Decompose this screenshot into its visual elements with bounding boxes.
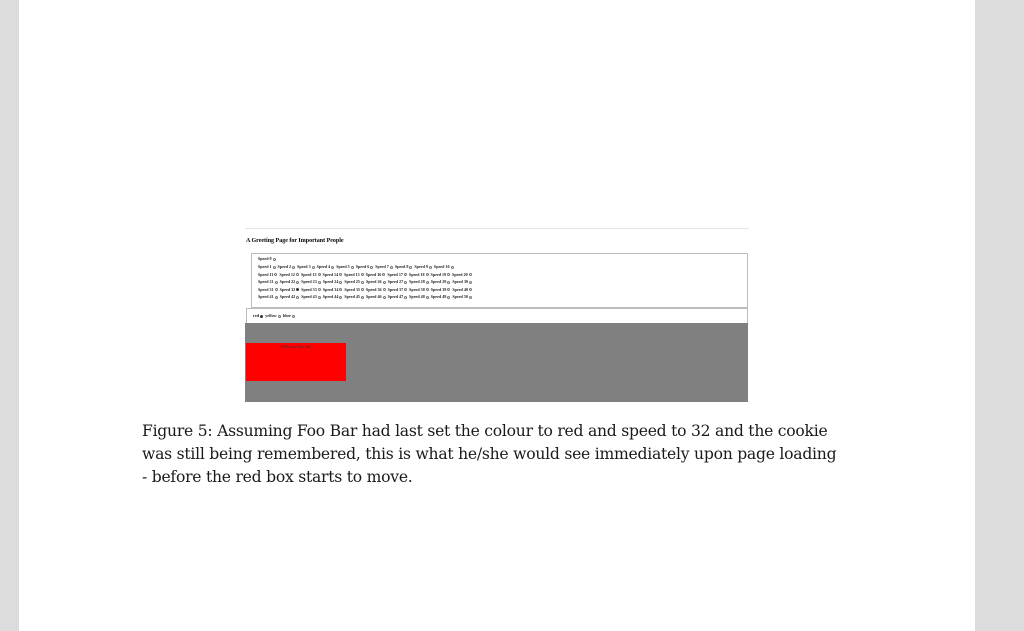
speed-option[interactable] [452,286,472,293]
speed-option[interactable] [414,263,432,270]
radio-icon[interactable] [469,273,472,276]
speed-option[interactable] [366,278,386,285]
speed-row [258,278,474,285]
radio-icon[interactable] [273,258,276,261]
radio-icon[interactable] [370,266,373,269]
radio-icon[interactable] [361,281,364,284]
speed-option-label: Speed 39 [430,286,447,292]
radio-icon[interactable] [275,281,278,284]
radio-icon[interactable] [361,296,364,299]
speed-option-label: Speed 24 [322,279,339,284]
speed-option[interactable] [258,271,277,278]
speed-option[interactable] [452,293,472,300]
speed-option-label: Speed 4 [316,264,331,269]
speed-option-label: Speed 46 [365,294,382,299]
colour-option-label: red [253,313,260,318]
speed-row [258,271,474,278]
radio-icon[interactable] [426,273,429,276]
speed-option[interactable] [344,271,364,278]
radio-icon[interactable] [312,266,315,269]
radio-icon[interactable] [404,296,407,299]
speed-option[interactable] [258,255,276,262]
speed-option[interactable] [258,286,278,293]
speed-option[interactable] [388,286,408,293]
speed-option-label: Speed 19 [430,271,447,277]
welcome-label: Welcome Foo Bar [280,344,312,349]
speed-option-label: Speed 35 [344,286,360,292]
radio-icon[interactable] [383,288,386,291]
speed-option[interactable] [278,263,296,270]
radio-icon[interactable] [275,296,278,299]
speed-option[interactable] [336,263,354,270]
colour-radio-group [246,308,748,324]
colour-option[interactable] [265,312,281,319]
speed-option-label: Speed 47 [387,294,404,299]
speed-option-label: Speed 49 [430,294,447,299]
speed-option-label: Speed 40 [452,286,468,292]
speed-option-label: Speed 26 [365,279,382,284]
speed-option-label: Speed 13 [300,271,317,277]
speed-option[interactable] [387,271,407,278]
speed-option[interactable] [258,278,278,285]
speed-option-label: Speed 15 [344,271,360,277]
speed-option[interactable] [409,286,429,293]
radio-icon[interactable] [331,266,334,269]
radio-icon[interactable] [469,281,472,284]
speed-option[interactable] [431,293,451,300]
speed-option-label: Speed 7 [375,264,389,269]
speed-option-label: Speed 45 [344,294,360,299]
speed-option[interactable] [395,263,413,270]
speed-option[interactable] [323,278,343,285]
speed-option-label: Speed 6 [355,264,370,269]
speed-option-label: Speed 42 [279,294,296,299]
radio-icon[interactable] [426,296,429,299]
speed-option[interactable] [344,286,364,293]
speed-option[interactable] [301,293,321,300]
speed-option-label: Speed 0 [258,256,272,261]
speed-option-label: Speed 9 [414,264,428,269]
radio-icon[interactable] [296,296,299,299]
speed-option[interactable] [431,278,451,285]
speed-option[interactable] [388,293,408,300]
speed-option[interactable] [366,286,386,293]
radio-icon[interactable] [296,273,299,276]
radio-icon[interactable] [351,266,354,269]
radio-icon[interactable] [469,296,472,299]
speed-row [258,286,474,293]
radio-icon[interactable] [318,288,321,291]
radio-icon[interactable] [339,296,342,299]
radio-icon[interactable] [339,273,342,276]
radio-icon[interactable] [339,281,342,284]
speed-option[interactable] [280,286,300,293]
red-moving-box [246,343,346,381]
speed-option[interactable] [323,271,343,278]
radio-icon[interactable] [275,288,278,291]
speed-option-label: Speed 50 [452,294,468,299]
speed-option[interactable] [409,271,429,278]
speed-option[interactable] [388,278,408,285]
speed-option[interactable] [344,278,364,285]
speed-option[interactable] [301,286,321,293]
figure-caption [142,420,862,489]
radio-icon[interactable] [447,288,450,291]
colour-option[interactable] [253,312,263,319]
speed-option-label: Speed 44 [322,294,339,299]
radio-icon[interactable] [292,315,295,318]
radio-icon[interactable] [318,296,321,299]
speed-option-label: Speed 10 [433,264,450,269]
speed-option-label: Speed 16 [365,271,382,277]
radio-icon[interactable] [447,273,450,276]
caption-line-2: was still being remembered, this is what he/she would see immediately upon page loading [142,445,837,463]
speed-option[interactable] [279,271,299,278]
colour-option-label: blue [282,313,291,318]
speed-option-label: Speed 2 [277,264,292,269]
radio-icon[interactable] [409,266,412,269]
speed-option-label: Speed 32 [279,286,296,292]
speed-option-label: Speed 27 [387,279,404,284]
radio-icon[interactable] [361,273,364,276]
speed-option[interactable] [317,263,335,270]
speed-option[interactable] [301,278,321,285]
speed-option-label: Speed 28 [409,279,425,284]
speed-option[interactable] [409,293,429,300]
speed-option-label: Speed 38 [409,286,425,292]
speed-option[interactable] [452,278,472,285]
speed-option[interactable] [258,293,278,300]
speed-option-label: Speed 17 [387,271,403,277]
speed-option[interactable] [297,263,315,270]
embedded-screenshot [245,228,749,402]
speed-radio-group [251,253,748,308]
radio-icon[interactable] [296,281,299,284]
speed-option[interactable] [366,271,386,278]
colour-option-label: yellow [265,313,277,318]
speed-option-label: Speed 11 [258,271,274,277]
speed-option-label: Speed 34 [322,286,339,292]
speed-option-label: Speed 48 [409,294,425,299]
speed-option-label: Speed 3 [297,264,311,269]
speed-option-label: Speed 25 [344,279,360,284]
speed-option-label: Speed 37 [387,286,404,292]
radio-icon[interactable] [318,273,321,276]
speed-option[interactable] [344,293,364,300]
speed-row [258,263,456,270]
speed-option[interactable] [323,293,343,300]
radio-selected-icon[interactable] [260,315,263,318]
speed-option[interactable] [434,263,454,270]
radio-icon[interactable] [404,281,407,284]
speed-option-label: Speed 12 [279,271,295,277]
radio-icon[interactable] [426,288,429,291]
radio-icon[interactable] [273,266,276,269]
animation-stage [245,323,748,402]
colour-options-row [253,312,297,319]
speed-option[interactable] [301,271,321,278]
speed-option[interactable] [375,263,393,270]
radio-icon[interactable] [404,288,407,291]
radio-icon[interactable] [451,266,454,269]
caption-line-1: Figure 5: Assuming Foo Bar had last set the colour to red and speed to 32 and the cookie [142,422,828,440]
speed-row [258,293,474,300]
speed-option[interactable] [323,286,343,293]
colour-option[interactable] [283,312,295,319]
radio-icon[interactable] [447,296,450,299]
speed-option[interactable] [258,263,276,270]
radio-icon[interactable] [383,296,386,299]
speed-option-label: Speed 36 [365,286,382,292]
speed-option-label: Speed 21 [258,279,274,284]
speed-option-label: Speed 43 [301,294,317,299]
speed-option-label: Speed 14 [322,271,339,277]
radio-icon[interactable] [404,273,407,276]
speed-option[interactable] [452,271,472,278]
speed-option-label: Speed 18 [408,271,425,277]
radio-icon[interactable] [278,315,281,318]
speed-option-label: Speed 41 [258,294,274,299]
radio-icon[interactable] [292,266,295,269]
speed-option-label: Speed 31 [258,286,274,292]
radio-icon[interactable] [382,273,385,276]
radio-icon[interactable] [361,288,364,291]
speed-option-label: Speed 5 [336,264,350,269]
radio-icon[interactable] [447,281,450,284]
radio-icon[interactable] [383,281,386,284]
speed-row [258,255,278,262]
radio-selected-icon[interactable] [296,288,299,291]
radio-icon[interactable] [318,281,321,284]
greeting-page-title: A Greeting Page for Important People [246,238,344,244]
speed-option[interactable] [431,271,451,278]
radio-icon[interactable] [390,266,393,269]
speed-option-label: Speed 8 [394,264,409,269]
radio-icon[interactable] [274,273,277,276]
speed-option-label: Speed 22 [279,279,296,284]
speed-option[interactable] [280,278,300,285]
speed-option[interactable] [431,286,451,293]
radio-icon[interactable] [469,288,472,291]
speed-option[interactable] [280,293,300,300]
speed-option[interactable] [409,278,429,285]
speed-option-label: Speed 23 [301,279,317,284]
speed-option-label: Speed 20 [452,271,468,277]
radio-icon[interactable] [426,281,429,284]
caption-line-3: - before the red box starts to move. [142,468,413,486]
radio-icon[interactable] [429,266,432,269]
speed-option-label: Speed 1 [258,264,272,269]
speed-option-label: Speed 29 [430,279,447,284]
radio-icon[interactable] [339,288,342,291]
speed-option[interactable] [366,293,386,300]
speed-option[interactable] [356,263,374,270]
speed-option-label: Speed 30 [452,279,468,284]
speed-option-label: Speed 33 [301,286,317,292]
